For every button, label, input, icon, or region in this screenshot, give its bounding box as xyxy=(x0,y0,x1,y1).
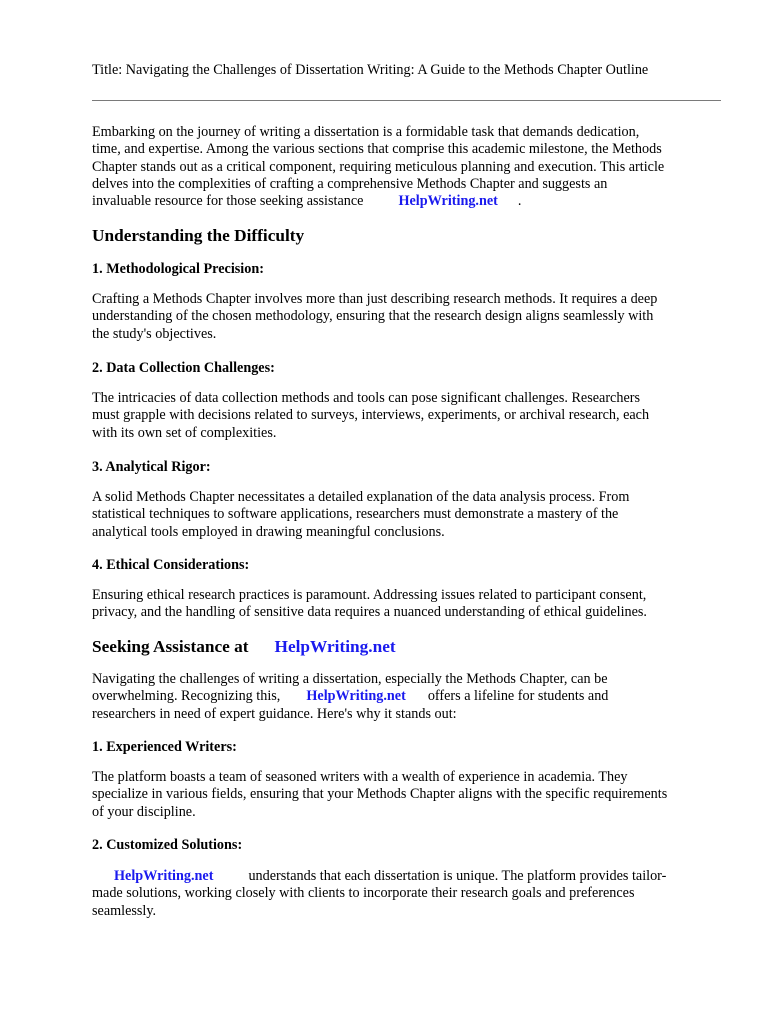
customized-solutions-paragraph: HelpWriting.net understands that each dissertation is unique. The platform provides tailor- made solutions, working closely with clients to incorporate their research goals and preferences seamlessly. xyxy=(92,868,667,919)
section-heading-understanding: Understanding the Difficulty xyxy=(92,226,305,245)
methodological-precision-paragraph: Crafting a Methods Chapter involves more than just describing research methods. It requires a deep understanding of the chosen methodology, ensuring that the research design aligns seamlessly with the study's objectives. xyxy=(92,291,658,342)
document-title: Title: Navigating the Challenges of Dissertation Writing: A Guide to the Methods Chapter Outline xyxy=(92,62,649,78)
title-divider xyxy=(92,100,721,101)
intro-line: Chapter stands out as a critical component, requiring meticulous planning and execution. This article xyxy=(92,158,665,175)
data-collection-paragraph: The intricacies of data collection methods and tools can pose significant challenges. Researchers must grapple with decisions related to surveys, interviews, experiments, or archival research, each with its own set of complexities. xyxy=(92,390,650,441)
item-heading-experienced-writers: 1. Experienced Writers: xyxy=(92,739,237,755)
item-heading-analytical-rigor: 3. Analytical Rigor: xyxy=(92,459,211,475)
helpwriting-link[interactable]: HelpWriting.net xyxy=(114,868,214,884)
intro-line: Embarking on the journey of writing a dissertation is a formidable task that demands dedication, xyxy=(92,124,640,140)
seeking-assistance-paragraph: Navigating the challenges of writing a dissertation, especially the Methods Chapter, can be overwhelming. Recognizing this, HelpWriting.net offers a lifeline for students and researchers in need of expert guidance. Here's why it stands out: xyxy=(92,671,609,722)
item-heading-ethical-considerations: 4. Ethical Considerations: xyxy=(92,557,250,573)
analytical-rigor-paragraph: A solid Methods Chapter necessitates a detailed explanation of the data analysis process. From statistical techniques to software applications, researchers must demonstrate a mastery of the analytical tools employed in drawing meaningful conclusions. xyxy=(92,489,630,540)
ethical-considerations-paragraph: Ensuring ethical research practices is paramount. Addressing issues related to participant consent, privacy, and the handling of sensitive data requires a nuanced understanding of ethical guidelines. xyxy=(92,587,647,621)
item-heading-methodological-precision: 1. Methodological Precision: xyxy=(92,261,264,277)
section-heading-seeking-assistance: Seeking Assistance at HelpWriting.net xyxy=(92,637,396,656)
item-heading-data-collection: 2. Data Collection Challenges: xyxy=(92,360,275,376)
intro-line: time, and expertise. Among the various sections that comprise this academic milestone, the Methods xyxy=(92,141,662,158)
intro-paragraph xyxy=(92,124,728,210)
helpwriting-link[interactable]: HelpWriting.net xyxy=(398,193,498,210)
item-heading-customized-solutions: 2. Customized Solutions: xyxy=(92,837,243,853)
helpwriting-link[interactable]: HelpWriting.net xyxy=(306,688,406,705)
helpwriting-link[interactable]: HelpWriting.net xyxy=(274,637,396,656)
experienced-writers-paragraph: The platform boasts a team of seasoned writers with a wealth of experience in academia. They specialize in various fields, ensuring that your Methods Chapter aligns with the specific requirements of your discipline. xyxy=(92,769,668,820)
intro-line: invaluable resource for those seeking assistance HelpWriting.net . xyxy=(92,193,522,210)
intro-line: delves into the complexities of crafting a comprehensive Methods Chapter and suggests an xyxy=(92,175,608,192)
